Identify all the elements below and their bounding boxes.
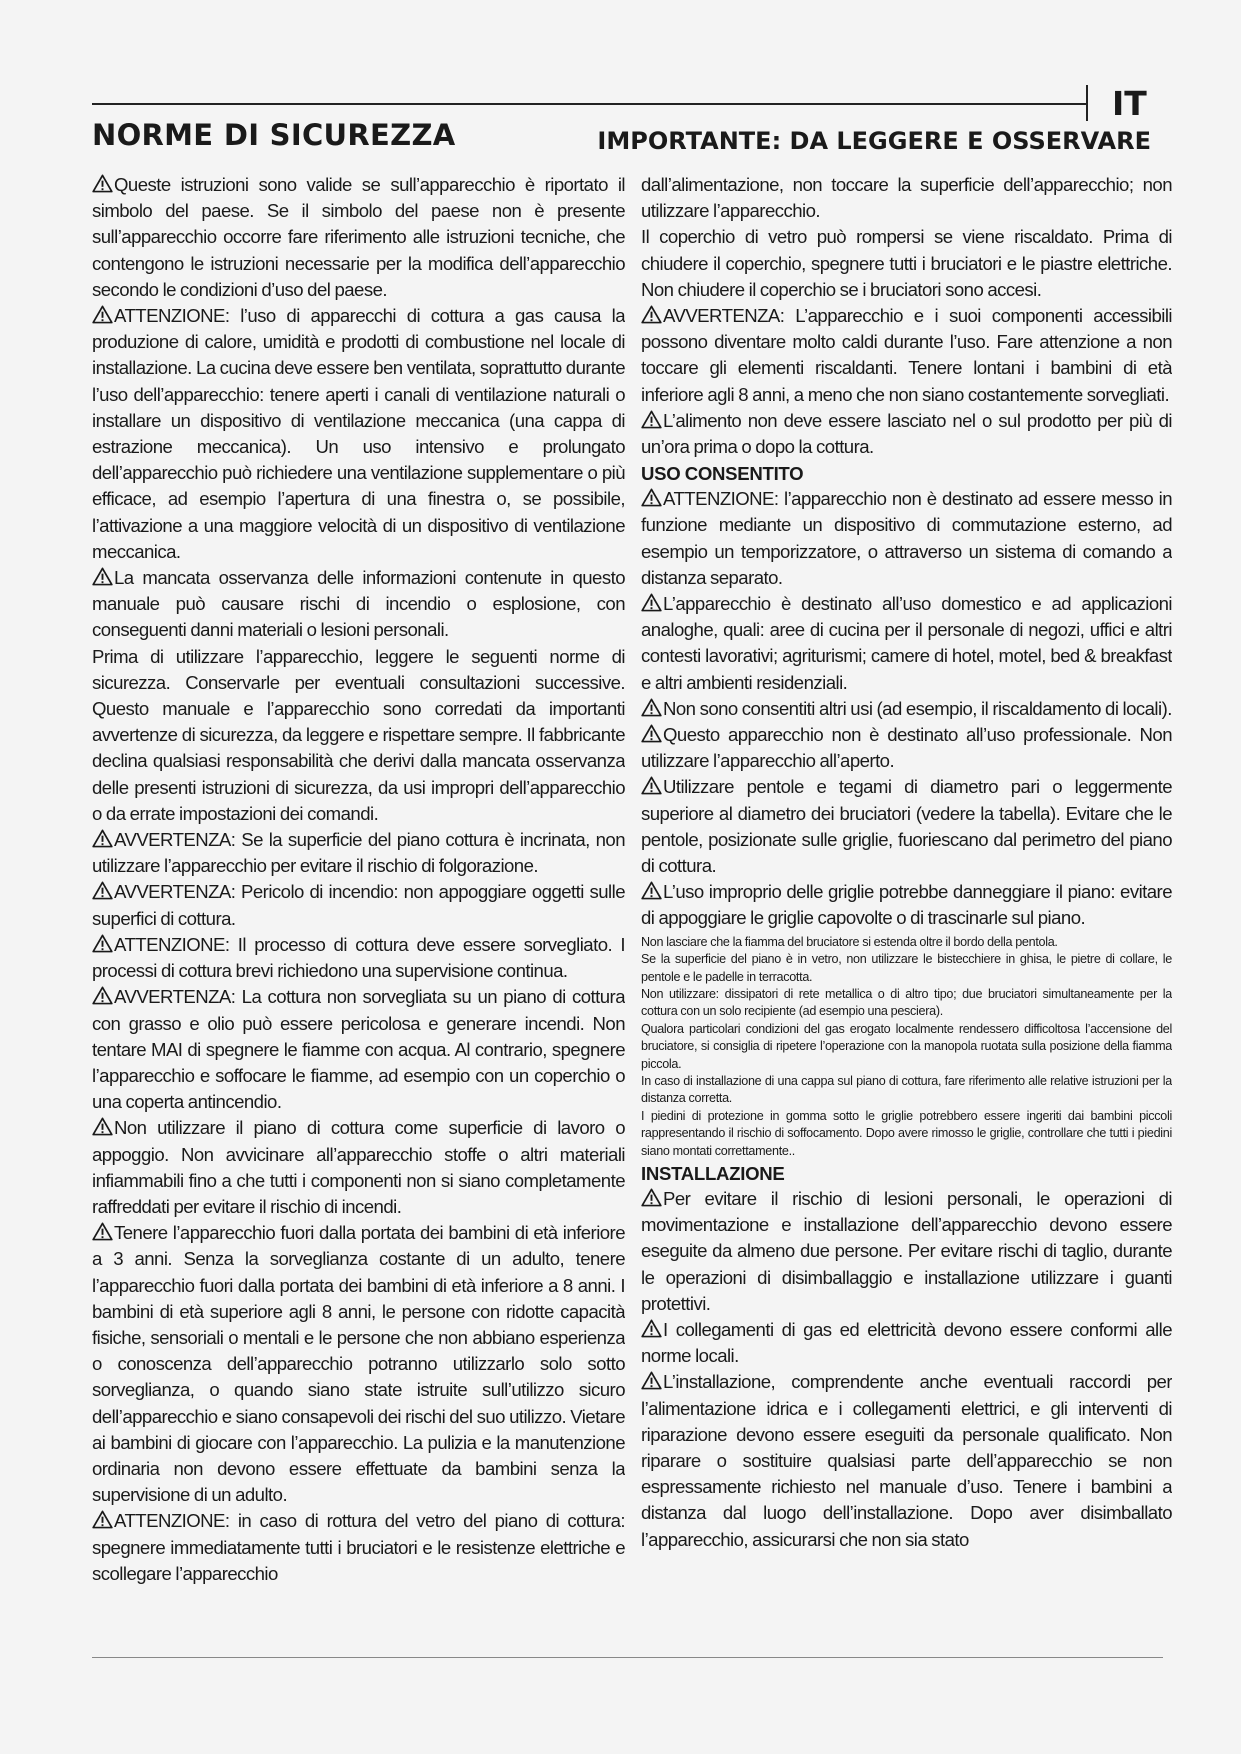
header-rule [92, 103, 1087, 105]
warning-triangle-icon [641, 410, 662, 429]
paragraph-text: L’alimento non deve essere lasciato nel o sul prodotto per più di un’ora prima o dopo la cottura. [641, 409, 1172, 458]
safety-paragraph [641, 696, 1172, 722]
paragraph-text: Questo apparecchio non è destinato all’uso professionale. Non utilizzare l’apparecchio all’aperto. [641, 724, 1172, 772]
paragraph-text: AVVERTENZA: Pericolo di incendio: non appoggiare oggetti sulle superfici di cottura. [92, 881, 625, 929]
paragraph-text: Per evitare il rischio di lesioni personali, le operazioni di movimentazione e installazione dell’apparecchio devono essere eseguite da almeno due persone. Per evitare rischi di taglio, durante le operazioni di disimballaggio e installazione utilizzare i guanti protettivi. [641, 1187, 1172, 1314]
warning-triangle-icon [641, 593, 662, 612]
paragraph-text: L’apparecchio è destinato all’uso domestico e ad applicazioni analoghe, quali: aree di cucina per il personale di negozi, uffici e altri contesti lavorativi; agriturismi; camere di hotel, motel, bed & breakfast e altri ambienti residenziali. [641, 593, 1172, 693]
paragraph-text: Il coperchio di vetro può rompersi se viene riscaldato. Prima di chiudere il coperchio, spegnere tutti i bruciatori e le piastre elettriche. Non chiudere il coperchio se i bruciatori sono accesi. [641, 226, 1172, 300]
note-paragraph [641, 986, 1172, 1021]
footer-rule [92, 1657, 1163, 1658]
paragraph-text: I collegamenti di gas ed elettricità devono essere conformi alle norme locali. [641, 1318, 1172, 1367]
safety-paragraph [92, 879, 625, 931]
paragraph-text: ATTENZIONE: l’apparecchio non è destinato ad essere messo in funzione mediante un dispositivo di commutazione esterno, ad esempio un temporizzatore, o attraverso un sistema di comando a distanza separato. [641, 488, 1172, 588]
safety-paragraph [641, 408, 1172, 460]
note-paragraph [641, 1073, 1172, 1108]
warning-triangle-icon [641, 1188, 662, 1207]
warning-triangle-icon [92, 1222, 113, 1241]
safety-paragraph [92, 172, 625, 303]
warning-triangle-icon [92, 986, 113, 1005]
safety-paragraph [641, 172, 1172, 224]
safety-paragraph [641, 879, 1172, 931]
safety-paragraph [641, 224, 1172, 303]
warning-triangle-icon [92, 934, 113, 953]
safety-paragraph [92, 984, 625, 1115]
warning-triangle-icon [92, 174, 113, 193]
paragraph-text: AVVERTENZA: La cottura non sorvegliata su un piano di cottura con grasso e olio può essere pericolosa e generare incendi. Non tentare MAI di spegnere le fiamme con acqua. Al contrario, spegnere l’apparecchio e soffocare le fiamme, ad esempio con un coperchio o una coperta antincendio. [92, 986, 625, 1113]
safety-paragraph [641, 486, 1172, 591]
note-paragraph [641, 934, 1172, 951]
note-paragraph [641, 1108, 1172, 1160]
paragraph-text: Non utilizzare il piano di cottura come superficie di lavoro o appoggio. Non avvicinare all’apparecchio stoffe o altri materiali infiammabili fino a che tutti i componenti non si siano completamente raffreddati per evitare il rischio di incendi. [92, 1117, 625, 1217]
paragraph-text: dall’alimentazione, non toccare la superficie dell’apparecchio; non utilizzare l’apparecchio. [641, 174, 1172, 222]
paragraph-text: Non utilizzare: dissipatori di rete metallica o di altro tipo; due bruciatori simultaneamente per la cottura con un solo recipiente (ad esempio una pesciera). [641, 986, 1172, 1019]
warning-triangle-icon [92, 829, 113, 848]
warning-triangle-icon [641, 776, 662, 795]
warning-triangle-icon [92, 1117, 113, 1136]
safety-paragraph [92, 1115, 625, 1220]
warning-triangle-icon [92, 305, 113, 324]
safety-paragraph [92, 565, 625, 644]
warning-triangle-icon [92, 567, 113, 586]
paragraph-text: AVVERTENZA: Se la superficie del piano cottura è incrinata, non utilizzare l’apparecchio per evitare il rischio di folgorazione. [92, 829, 625, 877]
paragraph-text: Non sono consentiti altri usi (ad esempio, il riscaldamento di locali). [663, 697, 1172, 719]
paragraph-text: Prima di utilizzare l’apparecchio, leggere le seguenti norme di sicurezza. Conservarle per eventuali consultazioni successive. Questo manuale e l’apparecchio sono corredati da importanti avvertenze di sicurezza, da leggere e rispettare sempre. Il fabbricante declina qualsiasi responsabilità che derivi dalla mancata osservanza delle presenti istruzioni di sicurezza, da usi impropri dell’apparecchio o da errate impostazioni dei comandi. [92, 645, 625, 824]
safety-paragraph [641, 591, 1172, 696]
safety-paragraph [641, 303, 1172, 408]
paragraph-text: Utilizzare pentole e tegami di diametro pari o leggermente superiore al diametro dei bruciatori (vedere la tabella). Evitare che le pentole, posizionate sulle griglie, fuoriescano dal perimetro del piano di cottura. [641, 776, 1172, 877]
subsection-heading: USO CONSENTITO [641, 463, 804, 485]
language-code: IT [1112, 84, 1147, 123]
safety-paragraph [641, 774, 1172, 879]
safety-paragraph [92, 1220, 625, 1508]
paragraph-text: L’uso improprio delle griglie potrebbe danneggiare il piano: evitare di appoggiare le griglie capovolte o di trascinarle sul piano. [641, 881, 1172, 929]
warning-triangle-icon [641, 1371, 662, 1390]
safety-paragraph [92, 932, 625, 984]
safety-paragraph [92, 827, 625, 879]
warning-triangle-icon [641, 305, 662, 324]
warning-triangle-icon [92, 881, 113, 900]
safety-paragraph [92, 644, 625, 827]
left-column [92, 172, 625, 1650]
section-subtitle: IMPORTANTE: DA LEGGERE E OSSERVARE [597, 127, 1151, 155]
right-column [641, 172, 1172, 1650]
paragraph-text: I piedini di protezione in gomma sotto le griglie potrebbero essere ingeriti dai bambini piccoli rappresentando il rischio di soffocamento. Dopo avere rimosso le griglie, controllare che tutti i piedini siano montati correttamente.. [641, 1108, 1172, 1158]
note-paragraph [641, 951, 1172, 986]
paragraph-text: Queste istruzioni sono valide se sull’apparecchio è riportato il simbolo del paese. Se il simbolo del paese non è presente sull’apparecchio occorre fare riferimento alle istruzioni tecniche, che contengono le istruzioni necessarie per la modifica dell’apparecchio secondo le condizioni d’uso del paese. [92, 174, 625, 300]
paragraph-text: In caso di installazione di una cappa sul piano di cottura, fare riferimento alle relative istruzioni per la distanza corretta. [641, 1073, 1172, 1106]
paragraph-text: Se la superficie del piano è in vetro, non utilizzare le bistecchiere in ghisa, le pietre di collare, le pentole e le padelle in terracotta. [641, 952, 1172, 984]
warning-triangle-icon [641, 724, 662, 743]
section-title: NORME DI SICUREZZA [92, 118, 456, 152]
safety-paragraph [92, 303, 625, 565]
warning-triangle-icon [641, 488, 662, 507]
safety-paragraph [92, 1508, 625, 1587]
subsection-heading: INSTALLAZIONE [641, 1162, 785, 1184]
warning-triangle-icon [641, 881, 662, 900]
paragraph-text: Non lasciare che la fiamma del bruciatore si estenda oltre il bordo della pentola. [641, 934, 1058, 949]
safety-paragraph [641, 1369, 1172, 1552]
safety-paragraph [641, 1186, 1172, 1317]
paragraph-text: Qualora particolari condizioni del gas erogato localmente rendessero difficoltosa l’accensione del bruciatore, si consiglia di ripetere l’operazione con la manopola ruotata sulla posizione della fiamma piccola. [641, 1021, 1172, 1071]
warning-triangle-icon [641, 698, 662, 717]
paragraph-text: La mancata osservanza delle informazioni contenute in questo manuale può causare rischi di incendio o esplosione, con conseguenti danni materiali o lesioni personali. [92, 567, 625, 641]
paragraph-text: AVVERTENZA: L’apparecchio e i suoi componenti accessibili possono diventare molto caldi durante l’uso. Fare attenzione a non toccare gli elementi riscaldanti. Tenere lontani i bambini di età inferiore agli 8 anni, a meno che non siano costantemente sorvegliati. [641, 305, 1172, 405]
paragraph-text: ATTENZIONE: l’uso di apparecchi di cottura a gas causa la produzione di calore, umidità e prodotti di combustione nel locale di installazione. La cucina deve essere ben ventilata, soprattutto durante l’uso dell’apparecchio: tenere aperti i canali di ventilazione naturali o installare un dispositivo di ventilazione meccanica (una cappa di estrazione meccanica). Un uso intensivo e prolungato dell’apparecchio può richiedere una ventilazione supplementare o più efficace, ad esempio l’apertura di una finestra o, se possibile, l’attivazione a una maggiore velocità di un dispositivo di ventilazione meccanica. [92, 305, 625, 562]
note-paragraph [641, 1021, 1172, 1073]
paragraph-text: ATTENZIONE: in caso di rottura del vetro del piano di cottura: spegnere immediatamente tutti i bruciatori e le resistenze elettriche e scollegare l’apparecchio [92, 1510, 625, 1584]
warning-triangle-icon [641, 1319, 662, 1338]
safety-paragraph [641, 1317, 1172, 1369]
paragraph-text: ATTENZIONE: Il processo di cottura deve essere sorvegliato. I processi di cottura brevi richiedono una supervisione continua. [92, 933, 625, 982]
paragraph-text: L’installazione, comprendente anche eventuali raccordi per l’alimentazione idrica e i collegamenti elettrici, e gli interventi di riparazione devono essere eseguiti da personale qualificato. Non riparare o sostituire qualsiasi parte dell’apparecchio se non espressamente richiesto nel manuale d’uso. Tenere i bambini a distanza dal luogo dell’installazione. Dopo aver disimballato l’apparecchio, assicurarsi che non sia stato [641, 1371, 1172, 1550]
warning-triangle-icon [92, 1510, 113, 1529]
header-rule-tick [1086, 85, 1088, 121]
safety-paragraph [641, 722, 1172, 774]
paragraph-text: Tenere l’apparecchio fuori dalla portata dei bambini di età inferiore a 3 anni. Senza la sorveglianza costante di un adulto, tenere l’apparecchio fuori dalla portata dei bambini di età inferiore a 8 anni. I bambini di età superiore agli 8 anni, le persone con ridotte capacità fisiche, sensoriali o mentali e le persone che non abbiano esperienza o conoscenza dell’apparecchio potranno utilizzarlo solo sotto sorveglianza, o quando siano state istruite sull’utilizzo sicuro dell’apparecchio e siano consapevoli dei rischi del suo utilizzo. Vietare ai bambini di giocare con l’apparecchio. La pulizia e la manutenzione ordinaria non devono essere effettuate da bambini senza la supervisione di un adulto. [92, 1222, 625, 1506]
